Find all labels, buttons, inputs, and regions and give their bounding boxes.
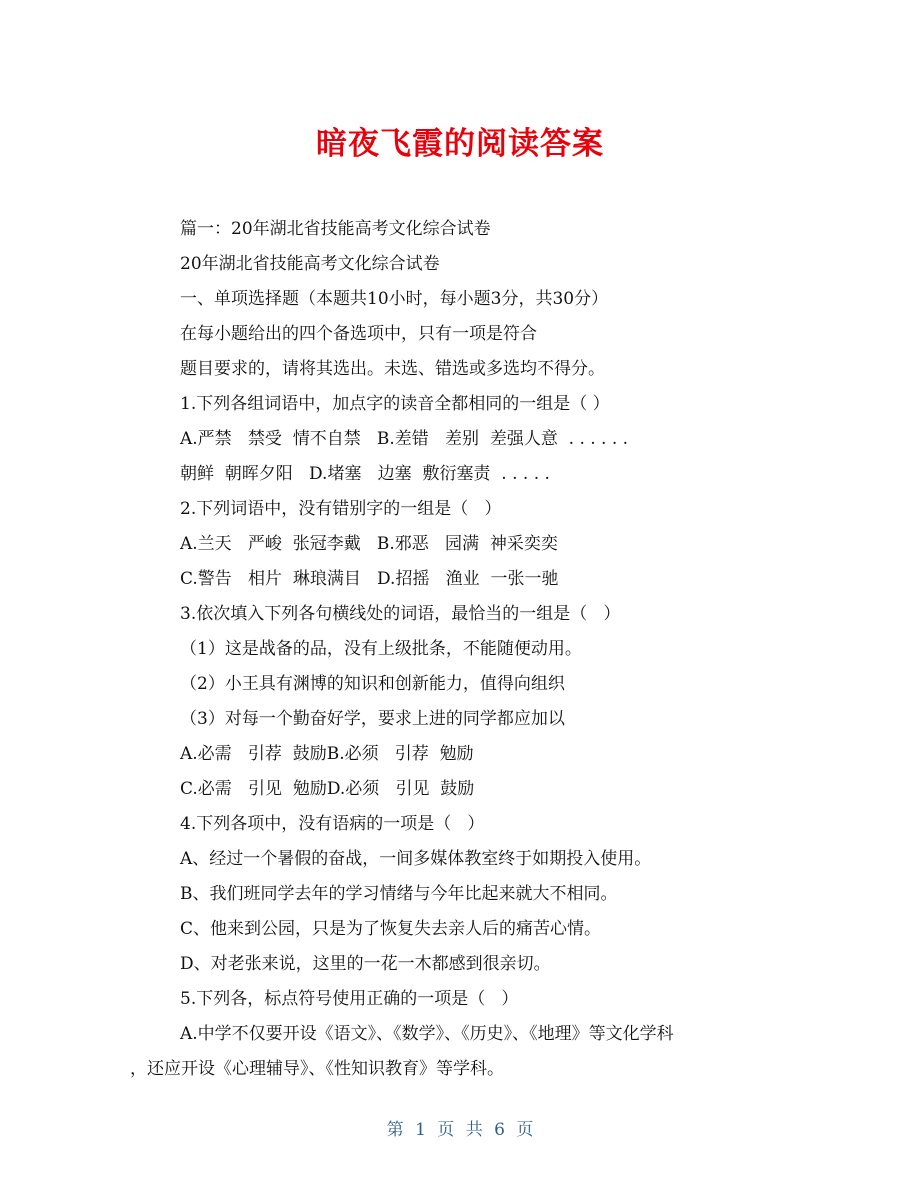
footer-total-word: 共 [465, 1120, 483, 1140]
paragraph-line: A.严禁 禁受 情不自禁 B.差错 差别 差强人意 . . . . . . [180, 429, 629, 449]
paragraph-line: 5.下列各，标点符号使用正确的一项是（ ） [180, 989, 519, 1009]
paragraph-line: 朝鲜 朝晖夕阳 D.堵塞 边塞 敷衍塞责 . . . . . [180, 464, 550, 484]
paragraph-line: （3）对每一个勤奋好学，要求上进的同学都应加以 [180, 709, 565, 729]
paragraph-line: A、经过一个暑假的奋战，一间多媒体教室终于如期投入使用。 [180, 849, 652, 869]
paragraph-line: （2）小王具有渊博的知识和创新能力，值得向组织 [180, 674, 565, 694]
page-title: 暗夜飞霞的阅读答案 [316, 126, 604, 162]
footer-total-unit: 页 [516, 1120, 534, 1140]
paragraph-line: B、我们班同学去年的学习情绪与今年比起来就大不相同。 [180, 884, 618, 904]
paragraph-line: 2.下列词语中，没有错别字的一组是（ ） [180, 499, 502, 519]
paragraph-line: 篇一：20年湖北省技能高考文化综合试卷 [180, 219, 491, 239]
paragraph-line: 题目要求的，请将其选出。未选、错选或多选均不得分。 [180, 359, 605, 379]
paragraph-line: C.警告 相片 琳琅满目 D.招摇 渔业 一张一驰 [180, 569, 559, 589]
footer-page-unit: 页 [437, 1120, 455, 1140]
paragraph-line: 20年湖北省技能高考文化综合试卷 [180, 254, 440, 274]
paragraph-line: 在每小题给出的四个备选项中，只有一项是符合 [180, 324, 537, 344]
footer-total-pages: 6 [494, 1120, 505, 1140]
page-footer [0, 1115, 920, 1140]
paragraph-line: D、对老张来说，这里的一花一木都感到很亲切。 [180, 954, 551, 974]
footer-page-word: 第 [386, 1120, 404, 1140]
paragraph-line: （1）这是战备的品，没有上级批条，不能随便动用。 [180, 639, 582, 659]
paragraph-line: 一、单项选择题（本题共10小时，每小题3分，共30分） [180, 289, 609, 309]
paragraph-line: C.必需 引见 勉励D.必须 引见 鼓励 [180, 779, 475, 799]
footer-page-number: 1 [415, 1120, 426, 1140]
paragraph-line: ，还应开设《心理辅导》、《性知识教育》等学科。 [130, 1059, 504, 1079]
paragraph-line: 3.依次填入下列各句横线处的词语，最恰当的一组是（ ） [180, 604, 621, 624]
paragraph-line: 1.下列各组词语中，加点字的读音全都相同的一组是（ ） [180, 394, 610, 414]
paragraph-line: C、他来到公园，只是为了恢复失去亲人后的痛苦心情。 [180, 919, 602, 939]
paragraph-line: A.中学不仅要开设《语文》、《数学》、《历史》、《地理》等文化学科 [180, 1024, 674, 1044]
paragraph-line: 4.下列各项中，没有语病的一项是（ ） [180, 814, 485, 834]
paragraph-line: A.兰天 严峻 张冠李戴 B.邪恶 园满 神采奕奕 [180, 534, 558, 554]
paragraph-line: A.必需 引荐 鼓励B.必须 引荐 勉励 [180, 744, 474, 764]
